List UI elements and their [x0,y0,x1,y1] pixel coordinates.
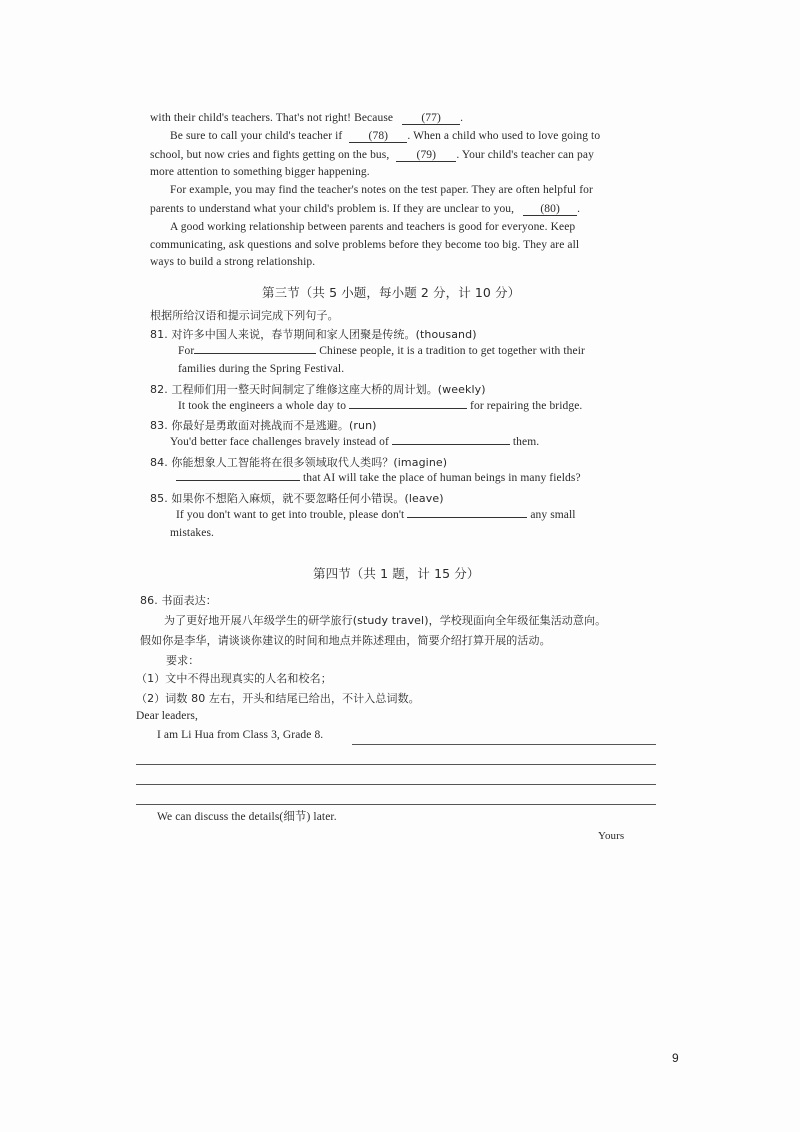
q82-answer-blank[interactable] [349,408,467,409]
q82-sentence [178,400,582,412]
section4-title: 第四节（共 1 题，计 15 分） [313,566,480,581]
passage-line-1 [150,112,463,125]
q84-prompt: 84. 你能想象人工智能将在很多领域取代人类吗？(imagine) [150,456,448,469]
q86-prompt-line1: 为了更好地开展八年级学生的研学旅行(study travel)，学校现面向全年级征集活动意向。 [164,614,607,627]
passage-line-8: communicating, ask questions and solve problems before they become too big. They are all [150,239,580,251]
q81-prompt: 81. 对许多中国人来说，春节期间和家人团聚是传统。(thousand) [150,328,477,341]
q83-sentence [170,436,539,448]
passage-text: . [460,112,464,124]
answer-blank-77[interactable]: (77) [402,112,460,125]
q85-prompt: 85. 如果你不想陷入麻烦，就不要忽略任何小错误。(leave) [150,492,444,505]
answer-blank-78[interactable]: (78) [349,130,407,143]
q84-answer-blank[interactable] [176,480,300,481]
letter-salutation: Dear leaders, [136,710,198,722]
sentence-text: that AI will take the place of human beings in many fields? [302,472,581,484]
q86-prompt-line2: 假如你是李华，请谈谈你建议的时间和地点并陈述理由，简要介绍打算开展的活动。 [140,634,551,647]
sentence-text: for repairing the bridge. [470,400,583,412]
q81-sentence [178,345,585,357]
q81-answer-blank[interactable] [194,353,316,354]
passage-line-9: ways to build a strong relationship. [150,256,316,268]
requirement-2: （2）词数 80 左右，开头和结尾已给出，不计入总词数。 [136,692,420,705]
requirements-heading: 要求： [166,654,200,667]
q83-answer-blank[interactable] [392,444,510,445]
q81-sentence-cont: families during the Spring Festival. [178,363,345,375]
section3-title: 第三节（共 5 小题，每小题 2 分，计 10 分） [262,285,521,300]
q85-sentence [176,509,576,521]
passage-text: Be sure to call your child's teacher if [170,130,343,142]
passage-text: . Your child's teacher can pay [456,149,594,161]
passage-text: . [577,203,581,215]
passage-line-7: A good working relationship between parents and teachers is good for everyone. Keep [170,221,576,233]
passage-line-6 [150,203,580,216]
letter-closing: We can discuss the details(细节) later. [157,811,337,823]
letter-signoff: Yours [598,830,625,839]
q85-answer-blank[interactable] [407,517,527,518]
sentence-text: any small [530,509,576,521]
passage-text: with their child's teachers. That's not right! Because [150,112,394,124]
q83-prompt: 83. 你最好是勇敢面对挑战而不是逃避。(run) [150,419,377,432]
passage-text: parents to understand what your child's problem is. If they are unclear to you, [150,203,515,215]
sentence-text: Chinese people, it is a tradition to get together with their [319,345,585,357]
q85-sentence-cont: mistakes. [170,527,215,539]
sentence-text: You'd better face challenges bravely instead of [170,436,389,448]
writing-line[interactable] [136,784,656,785]
page-number: 9 [672,1051,679,1065]
letter-opening: I am Li Hua from Class 3, Grade 8. [157,729,324,741]
sentence-text: If you don't want to get into trouble, please don't [176,509,405,521]
passage-line-5: For example, you may find the teacher's notes on the test paper. They are often helpful for [170,184,593,196]
passage-line-3 [150,149,594,162]
passage-line-2 [170,130,600,143]
section3-instruction: 根据所给汉语和提示词完成下列句子。 [150,309,339,322]
answer-blank-80[interactable]: (80) [523,203,577,216]
writing-line[interactable] [352,744,656,745]
sentence-text: For [178,345,195,357]
passage-line-4: more attention to something bigger happening. [150,166,370,178]
answer-blank-79[interactable]: (79) [396,149,456,162]
sentence-text: It took the engineers a whole day to [178,400,347,412]
requirement-1: （1）文中不得出现真实的人名和校名； [136,672,332,685]
writing-line[interactable] [136,764,656,765]
q82-prompt: 82. 工程师们用一整天时间制定了维修这座大桥的周计划。(weekly) [150,383,486,396]
sentence-text: them. [512,436,540,448]
passage-text: school, but now cries and fights getting on the bus, [150,149,390,161]
q84-sentence [176,472,581,484]
q86-heading: 86. 书面表达： [140,594,217,607]
writing-line[interactable] [136,804,656,805]
passage-text: . When a child who used to love going to [407,130,601,142]
